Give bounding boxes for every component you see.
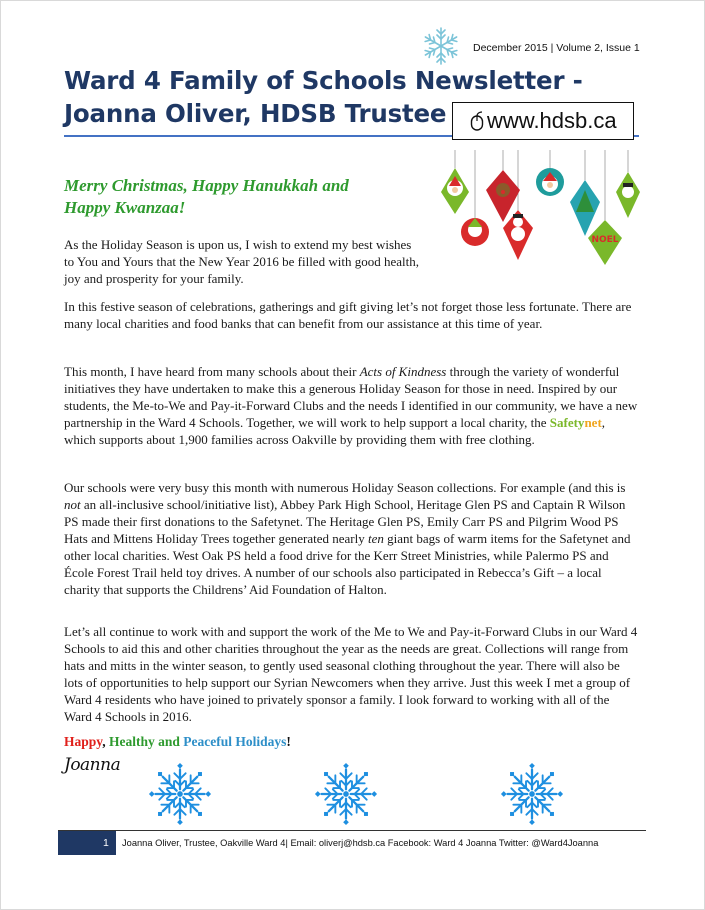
text-run: an all-inclusive school/initiative list), Abbey Park High School, Heritage Glen PS and Captain R Wilson PS made their first donations to the Safetynet. The Heritage Glen PS, Emily Carr PS and Pilgrim Wood PS Hats and Mittens Holiday Trees together generated nearly: [64, 497, 626, 546]
text-run: This month, I have heard from many schools about their: [64, 364, 360, 379]
snowflake-icon: [421, 26, 461, 66]
closing-exclamation: !: [286, 734, 291, 749]
svg-text:NOEL: NOEL: [591, 235, 619, 245]
text-run: , which supports about 1,900 families across Oakville by providing them with free clothing.: [64, 415, 606, 447]
ornament-santa: [441, 168, 469, 214]
signature: Joanna: [64, 755, 121, 775]
mouse-icon: [470, 111, 484, 131]
paragraph-festive-season: In this festive season of celebrations, gatherings and gift giving let’s not forget those less fortunate. There are many local charities and food banks that can benefit from our assistance at this time of year.: [64, 299, 632, 331]
closing-peaceful: Peaceful Holidays: [183, 734, 287, 749]
footer-contact: Joanna Oliver, Trustee, Oakville Ward 4| Email: oliverj@hdsb.ca Facebook: Ward 4 Joanna Twitter: @Ward4Joanna: [122, 838, 599, 848]
snowflake-icon: [148, 762, 212, 826]
greeting-line-2: Happy Kwanzaa!: [64, 198, 186, 217]
ornament-snowman-2: [616, 172, 640, 218]
text-run: giant bags of warm items for the Safetynet and other local charities. West Oak PS held a food drive for the Kerr Street Ministries, while Palermo PS and École Forest Trail held toy drives. A number of our schools also participated in Rebecca’s Gift – a local charity that supports the Childrens’ Aid Foundation of Halton.: [64, 531, 631, 597]
closing-comma: ,: [102, 734, 106, 749]
safetynet-logo-part-1: Safety: [549, 415, 585, 430]
paragraph-holiday-wishes: As the Holiday Season is upon us, I wish to extend my best wishes to You and Yours that the New Year 2016 be filled with good health, joy and prosperity for your family.: [64, 237, 419, 286]
closing-healthy: Healthy and: [109, 734, 180, 749]
website-box[interactable]: [452, 102, 634, 140]
footer-divider: [58, 830, 646, 831]
ornaments-illustration: [440, 150, 640, 270]
emphasis-acts-of-kindness: Acts of Kindness: [359, 364, 447, 379]
emphasis-ten: ten: [367, 531, 384, 546]
page-number: 1: [103, 837, 109, 849]
ornament-santa-2: [536, 168, 564, 196]
closing-happy: Happy: [64, 734, 103, 749]
holiday-greeting: [64, 175, 444, 219]
title-line-1: Ward 4 Family of Schools Newsletter -: [64, 66, 583, 95]
paragraph-continue-support: Let’s all continue to work with and support the work of the Me to We and Pay-it-Forward Clubs in our Ward 4 Schools to aid this and other charities throughout the year as the needs are great. Collections will range from hats and mitts in the winter season, to gently used seasonal clothing throughout the year. There will also be lots of opportunities to help support our Syrian Newcomers when they arrive. Just this week I met a group of Ward 4 residents who have joined to privately sponsor a family. I look forward to working with all of the Ward 4 Schools in 2016.: [64, 624, 638, 724]
paragraph-acts-of-kindness: [64, 363, 639, 448]
safetynet-logo-part-2: net: [584, 415, 602, 430]
snowflake-icon: [500, 762, 564, 826]
emphasis-not: not: [64, 497, 81, 512]
issue-info: December 2015 | Volume 2, Issue 1: [473, 42, 640, 54]
greeting-line-1: Merry Christmas, Happy Hanukkah and: [64, 176, 349, 195]
ornament-elf: [461, 218, 489, 246]
ornament-noel: [588, 220, 622, 265]
holiday-closing: [64, 734, 291, 750]
snowflake-icon: [314, 762, 378, 826]
ornament-snowman: [503, 210, 533, 260]
website-link[interactable]: www.hdsb.ca: [487, 108, 617, 133]
text-run: through the variety of wonderful initiatives they have undertaken to make this a generous Holiday Season for those in need. Inspired by our students, the Me-to-We and Pay-it-Forward Clubs and the needs I identified in our community, we have a new partnership in the Ward 4 Schools. Together, we will work to help support a local charity, the: [64, 364, 638, 430]
text-run: Our schools were very busy this month with numerous Holiday Season collections. For example (and this is: [64, 480, 626, 495]
ornament-tree: [570, 180, 600, 236]
paragraph-school-collections: [64, 479, 639, 598]
title-line-2: Joanna Oliver, HDSB Trustee: [64, 99, 447, 128]
